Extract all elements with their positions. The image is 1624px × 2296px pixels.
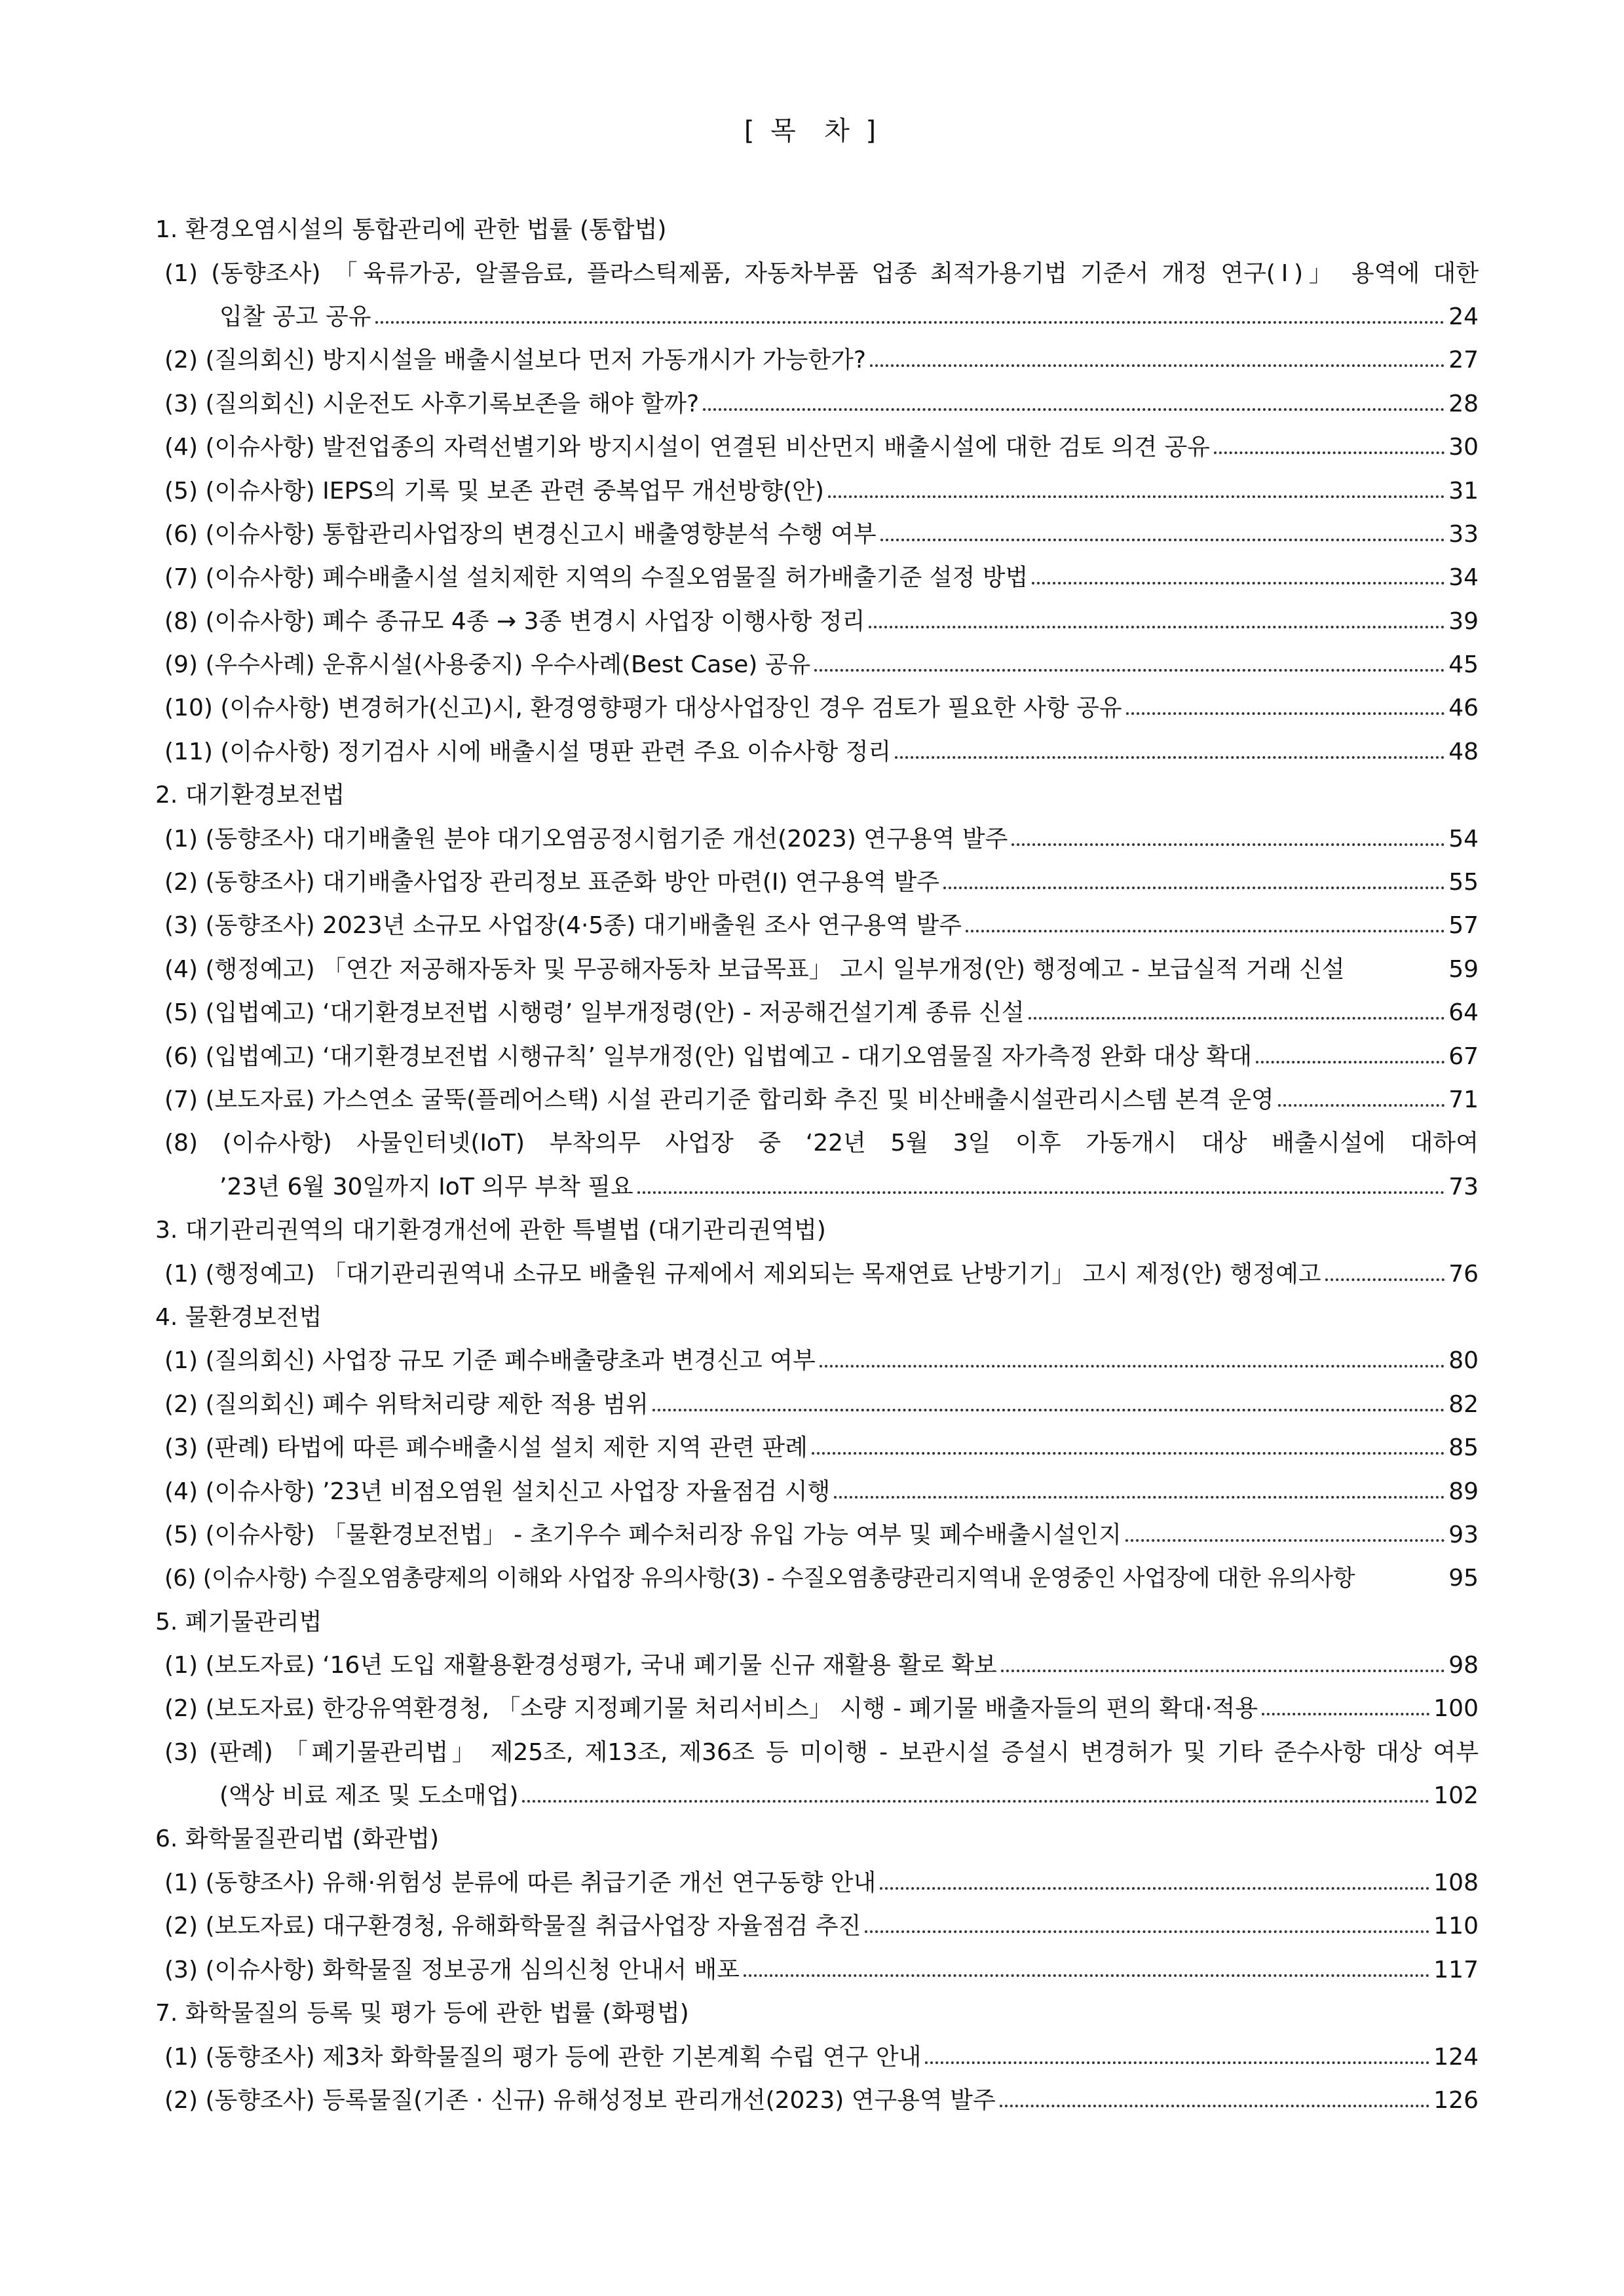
dot-leader (865, 1930, 1429, 1933)
page-number[interactable]: 45 (1448, 651, 1479, 679)
page-number[interactable]: 55 (1448, 869, 1479, 896)
dot-leader (1029, 1017, 1445, 1020)
toc-entry-line[interactable] (155, 1035, 1479, 1078)
dot-leader (1256, 1061, 1445, 1063)
page-number[interactable]: 34 (1448, 564, 1479, 592)
dot-leader (1262, 1713, 1429, 1715)
page-number[interactable]: 98 (1448, 1652, 1479, 1679)
section-heading (155, 1818, 1479, 1861)
dot-leader (812, 1452, 1445, 1455)
page-number[interactable]: 27 (1448, 347, 1479, 374)
toc-entry-line[interactable] (155, 861, 1479, 904)
page-number[interactable]: 126 (1433, 2086, 1479, 2114)
toc-entry-text[interactable]: (2) (질의회신) 폐수 위탁처리량 제한 적용 범위 (164, 1390, 649, 1418)
section-heading-text: 3. 대기관리권역의 대기환경개선에 관한 특별법 (대기관리권역법) (155, 1216, 826, 1244)
dot-leader (925, 2061, 1429, 2064)
toc-entry-line[interactable] (155, 1731, 1479, 1774)
toc-entry-line[interactable] (155, 1687, 1479, 1731)
toc-entry-line[interactable] (155, 252, 1479, 295)
toc-entry-text[interactable]: (6) (이슈사항) 수질오염총량제의 이해와 사업장 유의사항(3) - 수질오염총량관리지역내 운영중인 사업장에 대한 유의사항 (164, 1565, 1355, 1592)
toc-entry-text[interactable]: (1) (질의회신) 사업장 규모 기준 폐수배출량초과 변경신고 여부 (164, 1347, 816, 1375)
dot-leader (1032, 582, 1445, 584)
toc-entry-text[interactable]: (5) (이슈사항) 「물환경보전법」 - 초기우수 폐수처리장 유입 가능 여부 및 폐수배출시설인지 (164, 1521, 1122, 1548)
toc-entry-text[interactable]: (1) (동향조사) 「육류가공, 알콜음료, 플라스틱제품, 자동차부품 업종 최적가용기법 기준서 개정 연구(Ⅰ)」 용역에 대한 (164, 259, 1479, 287)
section-heading (155, 1209, 1479, 1252)
toc-entry-line[interactable] (155, 1774, 1479, 1818)
page-number[interactable]: 31 (1448, 477, 1479, 505)
toc-entry-line[interactable] (155, 2035, 1479, 2078)
dot-leader (870, 364, 1445, 367)
page-number[interactable]: 64 (1448, 999, 1479, 1027)
toc-entry-line[interactable] (155, 513, 1479, 556)
page-number[interactable]: 57 (1448, 912, 1479, 940)
toc-entry-text[interactable]: (4) (행정예고) 「연간 저공해자동차 및 무공해자동차 보급목표」 고시 일부개정(안) 행정예고 - 보급실적 거래 신설 (164, 955, 1345, 983)
toc-entry-line[interactable] (155, 991, 1479, 1035)
toc-entry-line[interactable] (155, 1426, 1479, 1470)
toc-entry-line[interactable] (155, 1470, 1479, 1513)
toc-entry-line[interactable] (155, 948, 1479, 991)
dot-leader (880, 1887, 1429, 1890)
dot-leader (1325, 1278, 1445, 1281)
page-number[interactable]: 33 (1448, 520, 1479, 548)
toc-entry-text[interactable]: ’23년 6월 30일까지 IoT 의무 부착 필요 (219, 1173, 633, 1200)
toc-entry-line[interactable] (155, 383, 1479, 426)
page-number[interactable]: 108 (1433, 1869, 1479, 1897)
toc-entry-text[interactable]: (2) (질의회신) 방지시설을 배출시설보다 먼저 가동개시가 가능한가? (164, 347, 867, 374)
dot-leader (1126, 712, 1445, 715)
toc-entry-line[interactable] (155, 687, 1479, 730)
page-number[interactable]: 80 (1448, 1347, 1479, 1375)
toc-entry-text[interactable]: (3) (판례) 「폐기물관리법」 제25조, 제13조, 제36조 등 미이행 - 보관시설 증설시 변경허가 및 기타 준수사항 대상 여부 (164, 1738, 1479, 1766)
toc-entry-text[interactable]: (2) (동향조사) 대기배출사업장 관리정보 표준화 방안 마련(Ⅰ) 연구용역 발주 (164, 869, 940, 896)
section-heading-text: 6. 화학물질관리법 (화관법) (155, 1826, 440, 1853)
dot-leader (828, 495, 1445, 498)
page-number[interactable]: 95 (1448, 1565, 1479, 1592)
toc-entry-text[interactable]: (1) (동향조사) 제3차 화학물질의 평가 등에 관한 기본계획 수립 연구 안내 (164, 2043, 922, 2071)
toc-entry-line[interactable] (155, 556, 1479, 600)
section-heading-text: 1. 환경오염시설의 통합관리에 관한 법률 (통합법) (155, 216, 667, 243)
page-number[interactable]: 39 (1448, 607, 1479, 635)
toc-entry-text[interactable]: (3) (이슈사항) 화학물질 정보공개 심의신청 안내서 배포 (164, 1956, 740, 1983)
section-heading (155, 774, 1479, 817)
toc-entry-text[interactable]: (4) (이슈사항) 발전업종의 자력선별기와 방지시설이 연결된 비산먼지 배출시설에 대한 검토 의견 공유 (164, 434, 1211, 461)
toc-entry-text[interactable]: (2) (보도자료) 한강유역환경청, 「소량 지정폐기물 처리서비스」 시행 - 폐기물 배출자들의 편의 확대·적용 (164, 1695, 1258, 1723)
toc-entry-line[interactable] (155, 296, 1479, 339)
toc-entry-line[interactable] (155, 731, 1479, 774)
page-number[interactable]: 30 (1448, 434, 1479, 461)
toc-entry-text[interactable]: (2) (동향조사) 등록물질(기존 · 신규) 유해성정보 관리개선(2023) 연구용역 발주 (164, 2086, 996, 2114)
toc-title: [ 목 차 ] (744, 116, 880, 146)
section-heading (155, 1992, 1479, 2035)
toc-entry-line[interactable] (155, 469, 1479, 512)
toc-entry-text[interactable]: (11) (이슈사항) 정기검사 시에 배출시설 명판 관련 주요 이슈사항 정리 (164, 738, 892, 765)
page-number[interactable]: 100 (1433, 1695, 1479, 1723)
toc-entry-text[interactable]: (8) (이슈사항) 폐수 종규모 4종 → 3종 변경시 사업장 이행사항 정리 (164, 607, 865, 635)
section-heading-text: 5. 폐기물관리법 (155, 1608, 322, 1636)
toc-entry-text[interactable]: (2) (보도자료) 대구환경청, 유해화학물질 취급사업장 자율점검 추진 (164, 1913, 861, 1940)
section-heading (155, 208, 1479, 252)
toc-entry-line[interactable] (155, 1166, 1479, 1209)
toc-entry-text[interactable]: (액상 비료 제조 및 도소매업) (219, 1782, 519, 1810)
dot-leader (1278, 1104, 1445, 1107)
toc-entry-text[interactable]: (9) (우수사례) 운휴시설(사용중지) 우수사례(Best Case) 공유 (164, 651, 811, 679)
page-number[interactable]: 59 (1448, 955, 1479, 983)
toc-entry-line[interactable] (155, 600, 1479, 643)
dot-leader (652, 1409, 1445, 1411)
toc-entry-line[interactable] (155, 1122, 1479, 1165)
dot-leader (375, 321, 1445, 324)
dot-leader (1000, 2105, 1429, 2107)
page-number[interactable]: 73 (1448, 1173, 1479, 1200)
dot-leader (1125, 1539, 1445, 1542)
page-number[interactable]: 71 (1448, 1086, 1479, 1113)
dot-leader (744, 1974, 1429, 1977)
toc-entry-line[interactable] (155, 1339, 1479, 1383)
dot-leader (1011, 843, 1445, 846)
toc-entry-text[interactable]: (6) (이슈사항) 통합관리사업장의 변경신고시 배출영향분석 수행 여부 (164, 520, 877, 548)
toc-entry-text[interactable]: (3) (질의회신) 시운전도 사후기록보존을 해야 할까? (164, 390, 700, 417)
toc-entry-line[interactable] (155, 1383, 1479, 1426)
page-number[interactable]: 82 (1448, 1390, 1479, 1418)
page-number[interactable]: 28 (1448, 390, 1479, 417)
toc-entry-text[interactable]: (5) (이슈사항) IEPS의 기록 및 보존 관련 중복업무 개선방향(안) (164, 477, 824, 505)
page-number[interactable]: 46 (1448, 695, 1479, 722)
page-number[interactable]: 110 (1433, 1913, 1479, 1940)
table-of-contents (155, 208, 1479, 2122)
toc-entry-line[interactable] (155, 1514, 1479, 1557)
dot-leader (880, 539, 1445, 541)
page-number[interactable]: 85 (1448, 1434, 1479, 1462)
dot-leader (1001, 1670, 1445, 1672)
toc-entry-text[interactable]: (3) (동향조사) 2023년 소규모 사업장(4·5종) 대기배출원 조사 연구용역 발주 (164, 912, 962, 940)
toc-entry-line[interactable] (155, 2079, 1479, 2122)
toc-entry-line[interactable] (155, 339, 1479, 382)
toc-entry-text[interactable]: 입찰 공고 공유 (219, 303, 371, 330)
toc-entry-text[interactable]: (1) (동향조사) 유해·위험성 분류에 따른 취급기준 개선 연구동향 안내 (164, 1869, 877, 1897)
toc-entry-text[interactable]: (4) (이슈사항) ’23년 비점오염원 설치신고 사업장 자율점검 시행 (164, 1478, 831, 1505)
toc-entry-line[interactable] (155, 1905, 1479, 1948)
page-number[interactable]: 89 (1448, 1478, 1479, 1505)
page-number[interactable]: 54 (1448, 825, 1479, 852)
toc-entry-text[interactable]: (1) (보도자료) ‘16년 도입 재활용환경성평가, 국내 폐기물 신규 재활용 활로 확보 (164, 1652, 997, 1679)
toc-entry-line[interactable] (155, 904, 1479, 947)
dot-leader (869, 626, 1445, 628)
section-heading-text: 4. 물환경보전법 (155, 1303, 322, 1331)
page-number[interactable]: 102 (1433, 1782, 1479, 1810)
dot-leader (637, 1191, 1445, 1194)
page-number[interactable]: 117 (1433, 1956, 1479, 1983)
toc-entry-text[interactable]: (7) (이슈사항) 폐수배출시설 설치제한 지역의 수질오염물질 허가배출기준 설정 방법 (164, 564, 1029, 592)
dot-leader (834, 1496, 1445, 1499)
page-number[interactable]: 24 (1448, 303, 1479, 330)
toc-entry-line[interactable] (155, 1644, 1479, 1687)
toc-entry-text[interactable]: (10) (이슈사항) 변경허가(신고)시, 환경영향평가 대상사업장인 경우 검토가 필요한 사항 공유 (164, 695, 1122, 722)
toc-entry-line[interactable] (155, 1557, 1479, 1600)
page-number[interactable]: 67 (1448, 1043, 1479, 1070)
section-heading-text: 7. 화학물질의 등록 및 평가 등에 관한 법률 (화평법) (155, 2000, 689, 2027)
page-number[interactable]: 124 (1433, 2043, 1479, 2071)
toc-entry-text[interactable]: (1) (행정예고) 「대기관리권역내 소규모 배출원 규제에서 제외되는 목재연료 난방기기」 고시 제정(안) 행정예고 (164, 1260, 1321, 1288)
dot-leader (703, 408, 1445, 411)
dot-leader (895, 756, 1445, 759)
dot-leader (943, 887, 1445, 889)
toc-entry-line[interactable] (155, 426, 1479, 469)
dot-leader (522, 1800, 1429, 1803)
toc-entry-text[interactable]: (8) (이슈사항) 사물인터넷(IoT) 부착의무 사업장 중 ‘22년 5월 3일 이후 가동개시 대상 배출시설에 대하여 (164, 1130, 1479, 1157)
dot-leader (966, 930, 1445, 932)
page-number[interactable]: 48 (1448, 738, 1479, 765)
page-number[interactable]: 76 (1448, 1260, 1479, 1288)
toc-entry-text[interactable]: (1) (동향조사) 대기배출원 분야 대기오염공정시험기준 개선(2023) 연구용역 발주 (164, 825, 1008, 852)
toc-entry-text[interactable]: (5) (입법예고) ‘대기환경보전법 시행령’ 일부개정령(안) - 저공해건설기계 종류 신설 (164, 999, 1025, 1027)
section-heading-text: 2. 대기환경보전법 (155, 782, 345, 809)
toc-entry-line[interactable] (155, 1252, 1479, 1295)
toc-entry-line[interactable] (155, 643, 1479, 687)
section-heading (155, 1601, 1479, 1644)
section-heading (155, 1296, 1479, 1339)
toc-entry-line[interactable] (155, 1862, 1479, 1905)
dot-leader (820, 1365, 1445, 1368)
toc-entry-line[interactable] (155, 817, 1479, 860)
toc-entry-text[interactable]: (7) (보도자료) 가스연소 굴뚝(플레어스택) 시설 관리기준 합리화 추진 및 비산배출시설관리시스템 본격 운영 (164, 1086, 1274, 1113)
dot-leader (814, 669, 1445, 672)
page-number[interactable]: 93 (1448, 1521, 1479, 1548)
toc-entry-line[interactable] (155, 1949, 1479, 1992)
toc-entry-text[interactable]: (6) (입법예고) ‘대기환경보전법 시행규칙’ 일부개정(안) 입법예고 - 대기오염물질 자가측정 완화 대상 확대 (164, 1043, 1252, 1070)
toc-entry-text[interactable]: (3) (판례) 타법에 따른 폐수배출시설 설치 제한 지역 관련 판례 (164, 1434, 808, 1462)
toc-entry-line[interactable] (155, 1079, 1479, 1122)
dot-leader (1214, 451, 1445, 454)
